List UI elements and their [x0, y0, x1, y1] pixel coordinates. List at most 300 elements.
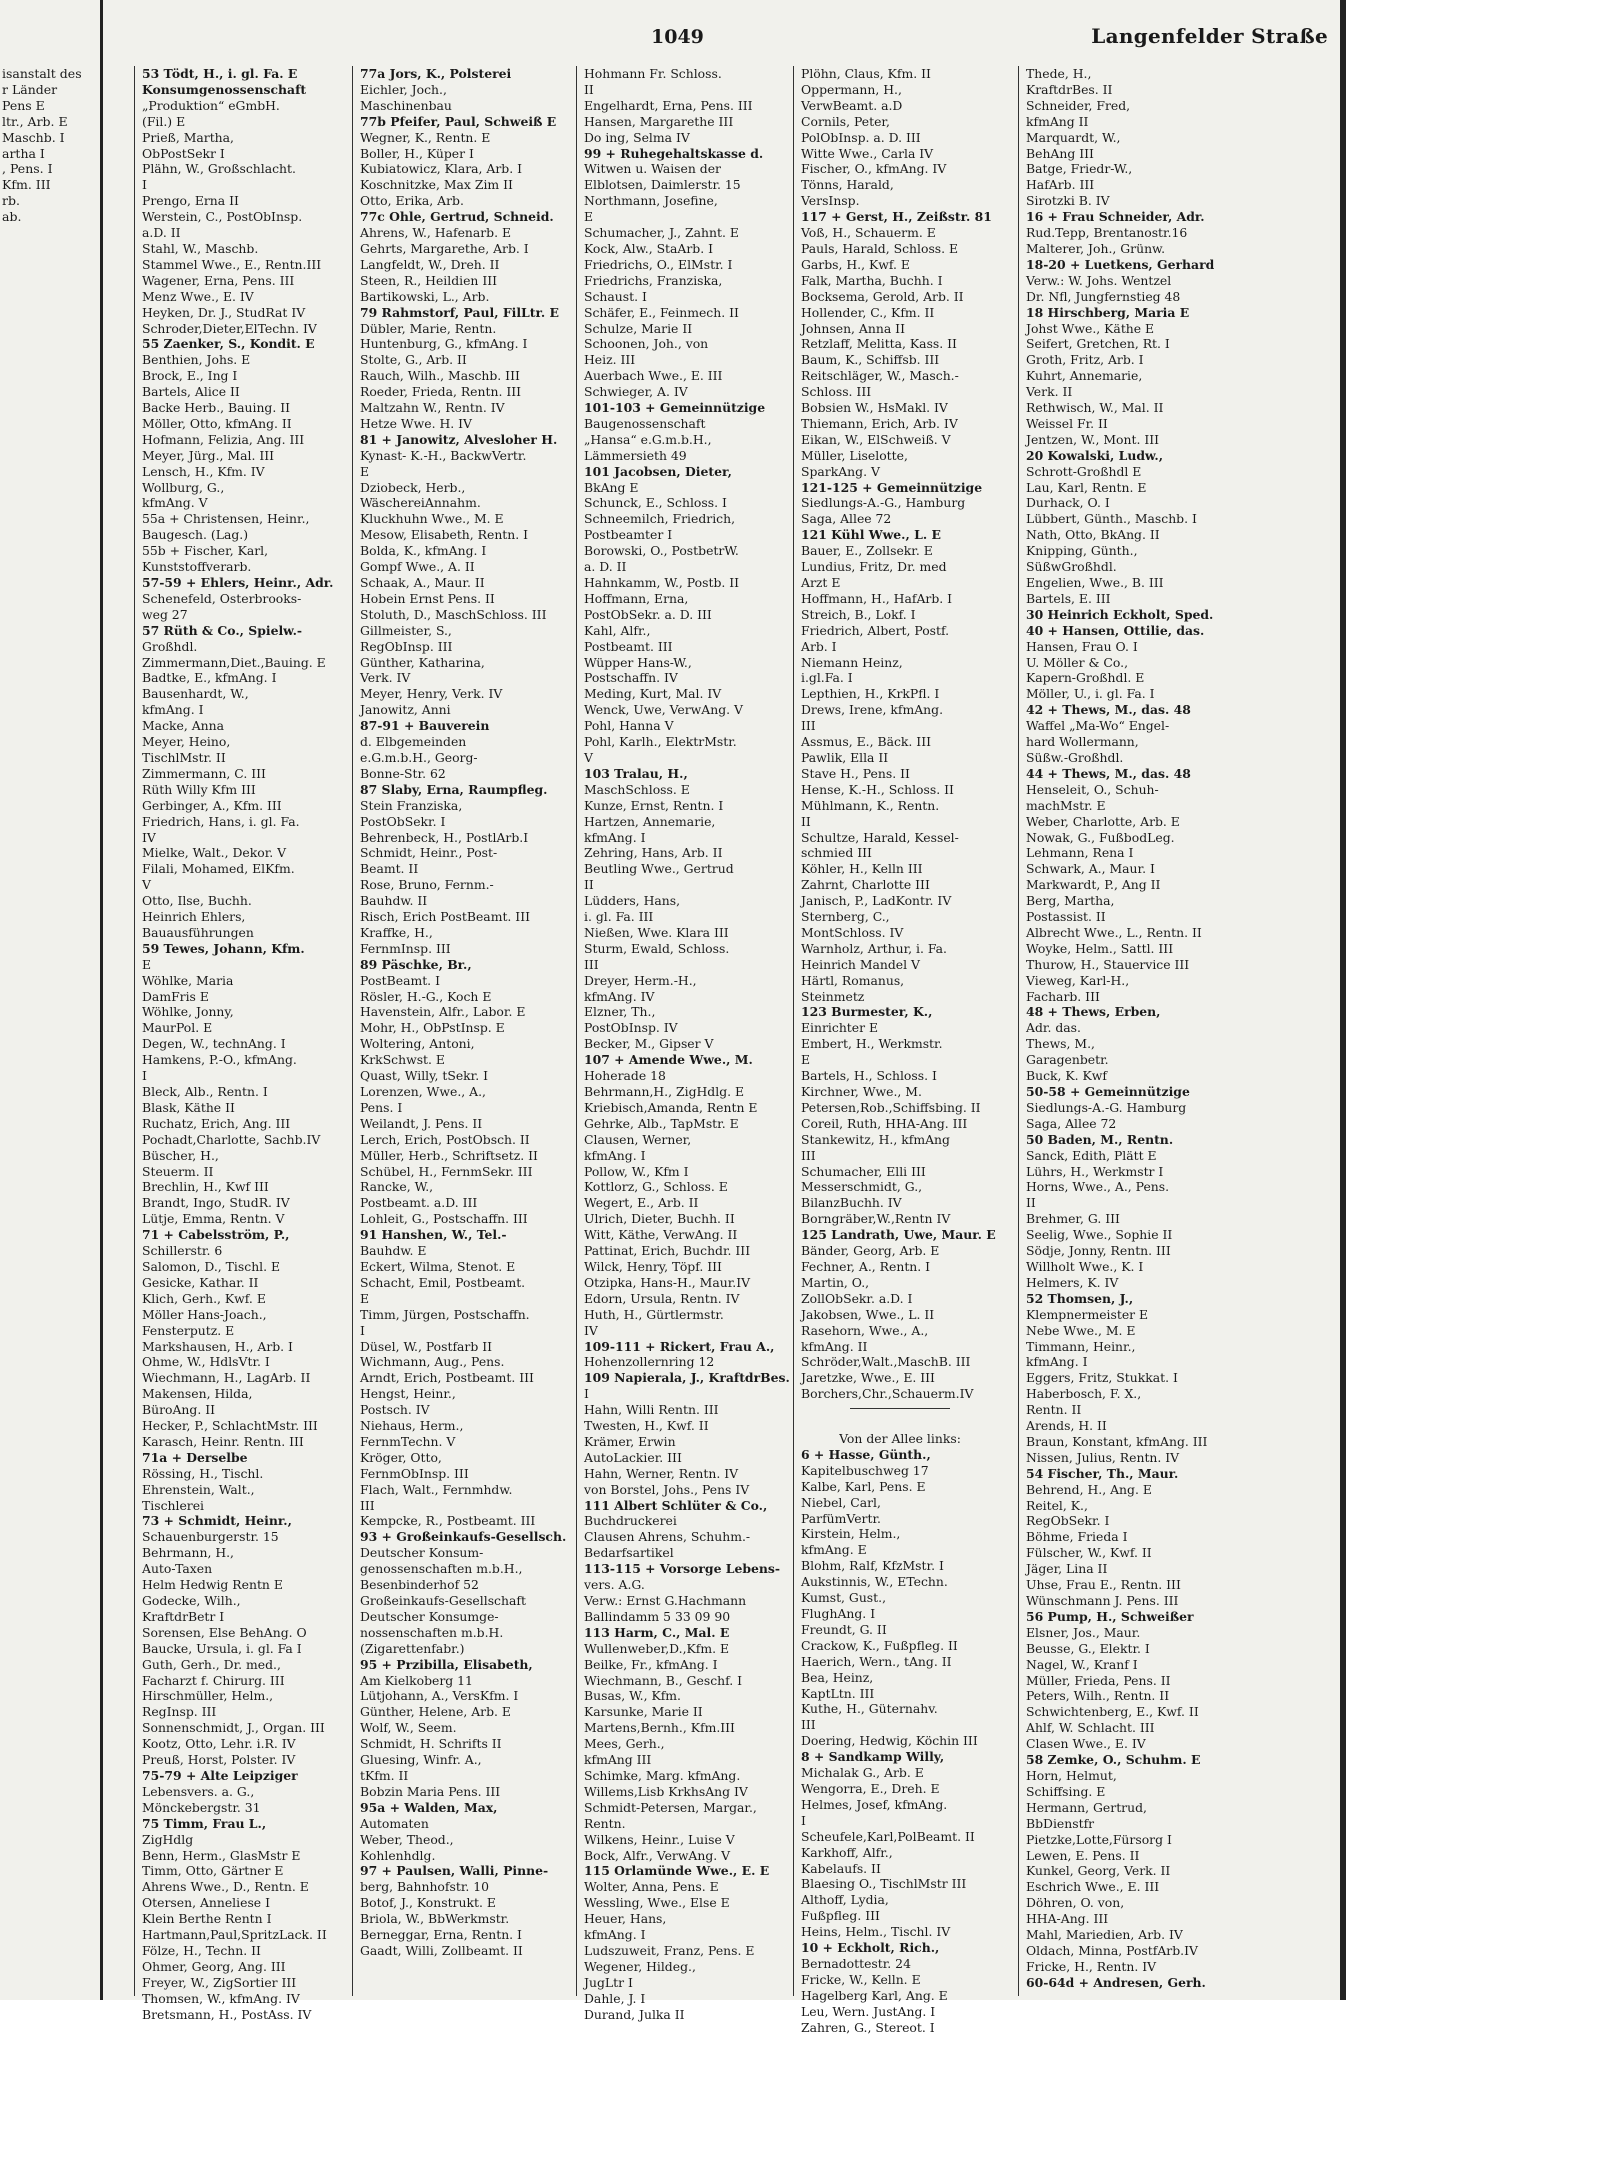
resident-entry: III: [801, 1147, 816, 1163]
resident-entry: Hengst, Heinr.,: [360, 1386, 456, 1402]
resident-entry: Waffel „Ma-Wo“ Engel-: [1026, 718, 1170, 734]
resident-entry: E: [360, 1290, 370, 1306]
resident-entry: Schwieger, A. IV: [584, 384, 688, 400]
resident-entry: Warnholz, Arthur, i. Fa.: [801, 940, 947, 956]
resident-entry: FernmInsp. III: [360, 940, 451, 956]
address-entry-heading: 20 Kowalski, Ludw.,: [1026, 447, 1164, 463]
address-entry-heading: 8 + Sandkamp Willy,: [801, 1749, 945, 1765]
address-entry-heading: 79 Rahmstorf, Paul, FilLtr. E: [360, 304, 559, 320]
resident-entry: schmied III: [801, 845, 872, 861]
resident-entry: Wegener, Hildeg.,: [584, 1958, 696, 1974]
resident-entry: Möller, U., i. gl. Fa. I: [1026, 686, 1155, 702]
resident-entry: Boller, H., Küper I: [360, 145, 474, 161]
resident-entry: Wegner, K., Rentn. E: [360, 129, 491, 145]
resident-entry: Gesicke, Kathar. II: [142, 1274, 259, 1290]
resident-entry: Kabelaufs. II: [801, 1860, 881, 1876]
resident-entry: Bartels, E. III: [1026, 590, 1111, 606]
resident-entry: Schneider, Fred,: [1026, 97, 1131, 113]
address-entry-heading: 57 Rüth & Co., Spielw.-: [142, 622, 303, 638]
resident-entry: Schunck, E., Schloss. I: [584, 495, 727, 511]
resident-entry: Schröder,Walt.,MaschB. III: [801, 1354, 971, 1370]
resident-entry: Streich, B., Lokf. I: [801, 606, 916, 622]
address-entry-heading: 103 Tralau, H.,: [584, 765, 688, 781]
resident-entry: Clausen, Werner,: [584, 1131, 692, 1147]
resident-entry: a. D. II: [584, 559, 627, 575]
address-entry-heading: 60-64d + Andresen, Gerh.: [1026, 1974, 1206, 1990]
resident-entry: Postassist. II: [1026, 909, 1106, 925]
resident-entry: Jäger, Lina II: [1026, 1561, 1108, 1577]
resident-entry: Hoherade 18: [584, 1068, 666, 1084]
resident-entry: E: [801, 1052, 811, 1068]
resident-entry: Schübel, H., FernmSekr. III: [360, 1163, 533, 1179]
previous-page-line: Kfm. III: [2, 177, 51, 193]
resident-entry: Bedarfsartikel: [584, 1545, 674, 1561]
resident-entry: Lundius, Fritz, Dr. med: [801, 559, 947, 575]
resident-entry: Witt, Käthe, VerwAng. II: [584, 1227, 738, 1243]
resident-entry: Wiechmann, H., LagArb. II: [142, 1370, 311, 1386]
resident-entry: Möller, Otto, kfmAng. II: [142, 415, 292, 431]
resident-entry: I: [142, 177, 147, 193]
resident-entry: Thomsen, W., kfmAng. IV: [142, 1990, 300, 2006]
address-entry-heading: 50 Baden, M., Rentn.: [1026, 1131, 1174, 1147]
resident-entry: Lührs, H., Werkmstr I: [1026, 1163, 1164, 1179]
resident-entry: Thede, H.,: [1026, 66, 1092, 81]
resident-entry: Verw.: Ernst G.Hachmann: [584, 1593, 747, 1608]
resident-entry: Sorensen, Else BehAng. O: [142, 1624, 307, 1640]
resident-entry: Steinmetz: [801, 988, 865, 1004]
resident-entry: kfmAng. IV: [584, 988, 655, 1004]
resident-entry: Dziobeck, Herb.,: [360, 479, 466, 495]
resident-entry: Lensch, H., Kfm. IV: [142, 463, 265, 479]
resident-entry: Oldach, Minna, PostfArb.IV: [1026, 1942, 1198, 1958]
previous-page-lines: [2, 66, 96, 225]
resident-entry: Eichler, Joch.,: [360, 81, 447, 97]
resident-entry: Ruchatz, Erich, Ang. III: [142, 1115, 291, 1131]
resident-entry: Aukstinnis, W., ETechn.: [801, 1574, 948, 1590]
resident-entry: Klich, Gerh., Kwf. E: [142, 1290, 266, 1306]
resident-entry: Hecker, P., SchlachtMstr. III: [142, 1418, 318, 1434]
resident-entry: Verk. II: [1026, 384, 1073, 400]
resident-entry: kfmAng. I: [1026, 1354, 1088, 1370]
resident-entry: Schneemilch, Friedrich,: [584, 511, 736, 527]
resident-entry: Haberbosch, F. X.,: [1026, 1386, 1142, 1402]
resident-entry: Witwen u. Waisen der: [584, 161, 721, 177]
resident-entry: Jentzen, W., Mont. III: [1026, 431, 1160, 447]
resident-entry: IV: [142, 829, 156, 845]
resident-entry: genossenschaften m.b.H.,: [360, 1561, 523, 1577]
resident-entry: III: [584, 956, 599, 972]
resident-entry: Wessling, Wwe., Else E: [584, 1895, 730, 1911]
address-entry-heading: 52 Thomsen, J.,: [1026, 1290, 1134, 1306]
resident-entry: Kohlenhdlg.: [360, 1847, 436, 1863]
resident-entry: Günther, Katharina,: [360, 654, 485, 670]
resident-entry: Retzlaff, Melitta, Kass. II: [801, 336, 957, 352]
resident-entry: Hartzen, Annemarie,: [584, 813, 716, 829]
resident-entry: II: [801, 813, 811, 829]
resident-entry: Fölze, H., Techn. II: [142, 1942, 261, 1958]
resident-entry: Meyer, Jürg., Mal. III: [142, 447, 275, 463]
resident-entry: kfmAng II: [1026, 113, 1089, 129]
resident-entry: Mahl, Mariedien, Arb. IV: [1026, 1927, 1183, 1943]
resident-entry: Deutscher Konsumge-: [360, 1608, 499, 1624]
resident-entry: Schumacher, J., Zahnt. E: [584, 225, 739, 241]
resident-entry: Freyer, W., ZigSortier III: [142, 1974, 297, 1990]
resident-entry: Schimke, Marg. kfmAng.: [584, 1767, 741, 1783]
resident-entry: Kapitelbuschweg 17: [801, 1462, 929, 1478]
address-entry-heading: 121 Kühl Wwe., L. E: [801, 527, 941, 543]
directory-column-1: [134, 66, 340, 2022]
resident-entry: Weber, Theod.,: [360, 1831, 454, 1847]
resident-entry: V: [584, 749, 593, 765]
resident-entry: Willems,Lisb KrkhsAng IV: [584, 1783, 748, 1799]
resident-entry: Kock, Alw., StaArb. I: [584, 240, 713, 256]
address-entry-heading: 95 + Przibilla, Elisabeth,: [360, 1656, 533, 1672]
resident-entry: Thiemann, Erich, Arb. IV: [801, 415, 958, 431]
resident-entry: KraftdrBes. II: [1026, 81, 1113, 97]
resident-entry: d. Elbgemeinden: [360, 734, 467, 750]
address-entry-heading: 71 + Cabelsström, P.,: [142, 1227, 290, 1243]
resident-entry: Rösler, H.-G., Koch E: [360, 988, 492, 1004]
resident-entry: Hansen, Margarethe III: [584, 113, 734, 129]
resident-entry: Borngräber,W.,Rentn IV: [801, 1211, 951, 1227]
resident-entry: Fülscher, W., Kwf. II: [1026, 1545, 1152, 1561]
resident-entry: Bauhdw. II: [360, 893, 428, 909]
resident-entry: Gompf Wwe., A. II: [360, 559, 475, 575]
resident-entry: Pollow, W., Kfm I: [584, 1163, 689, 1179]
resident-entry: Hohmann Fr. Schloss.: [584, 66, 722, 81]
previous-page-line: r Länder: [2, 81, 58, 97]
resident-entry: Verk. IV: [360, 670, 411, 686]
resident-entry: Groth, Fritz, Arb. I: [1026, 352, 1144, 368]
resident-entry: Reitschläger, W., Masch.-: [801, 368, 959, 384]
resident-entry: Schrott-Großhdl E: [1026, 463, 1142, 479]
address-entry-heading: 77a Jors, K., Polsterei: [360, 66, 512, 81]
resident-entry: Eikan, W., ElSchweiß. V: [801, 431, 951, 447]
resident-entry: Ulrich, Dieter, Buchh. II: [584, 1211, 735, 1227]
resident-entry: Bleck, Alb., Rentn. I: [142, 1084, 268, 1099]
address-entry-heading: 55 Zaenker, S., Kondit. E: [142, 336, 315, 352]
resident-entry: Horn, Helmut,: [1026, 1767, 1117, 1783]
resident-entry: Müller, Liselotte,: [801, 447, 908, 463]
resident-entry: Müller, Frieda, Pens. II: [1026, 1672, 1171, 1688]
resident-entry: kfmAng. II: [801, 1338, 868, 1354]
resident-entry: Bocksema, Gerold, Arb. II: [801, 288, 964, 304]
resident-entry: Hollender, C., Kfm. II: [801, 304, 935, 320]
resident-entry: Postschaffn. IV: [584, 670, 678, 686]
resident-entry: Döhren, O. von,: [1026, 1895, 1125, 1911]
resident-entry: Elblotsen, Daimlerstr. 15: [584, 177, 741, 193]
resident-entry: Heiz. III: [584, 352, 636, 368]
resident-entry: Kirstein, Helm.,: [801, 1526, 901, 1542]
address-entry-heading: 109-111 + Rickert, Frau A.,: [584, 1338, 775, 1354]
resident-entry: Lau, Karl, Rentn. E: [1026, 479, 1147, 495]
address-entry-heading: 53 Tödt, H., i. gl. Fa. E: [142, 66, 298, 81]
address-entry-heading: 71a + Derselbe: [142, 1449, 248, 1465]
resident-entry: Wüpper Hans-W.,: [584, 654, 692, 670]
resident-entry: SparkAng. V: [801, 463, 880, 479]
resident-entry: Malterer, Joh., Grünw.: [1026, 240, 1166, 256]
resident-entry: Niemann Heinz,: [801, 654, 903, 670]
resident-entry: Engelien, Wwe., B. III: [1026, 575, 1164, 590]
resident-entry: Clasen Wwe., E. IV: [1026, 1736, 1146, 1752]
resident-entry: Voß, H., Schauerm. E: [801, 225, 936, 241]
address-entry-heading: 97 + Paulsen, Walli, Pinne-: [360, 1863, 549, 1879]
resident-entry: Braun, Konstant, kfmAng. III: [1026, 1433, 1208, 1449]
resident-entry: Rössing, H., Tischl.: [142, 1465, 264, 1481]
resident-entry: Bobsien W., HsMakl. IV: [801, 400, 948, 416]
resident-entry: Wolf, W., Seem.: [360, 1720, 457, 1736]
resident-entry: Postbeamt. III: [584, 638, 673, 654]
resident-entry: Rasehorn, Wwe., A.,: [801, 1322, 929, 1338]
resident-entry: Arndt, Erich, Postbeamt. III: [360, 1370, 534, 1386]
resident-entry: i. gl. Fa. III: [584, 909, 654, 925]
resident-entry: Lübbert, Günth., Maschb. I: [1026, 511, 1197, 527]
resident-entry: Woyke, Helm., Sattl. III: [1026, 940, 1174, 956]
resident-entry: Marquardt, W.,: [1026, 129, 1121, 145]
address-entry-heading: 123 Burmester, K.,: [801, 1004, 933, 1020]
resident-entry: kfmAng. I: [142, 702, 204, 718]
resident-entry: Petersen,Rob.,Schiffsbing. II: [801, 1099, 981, 1115]
address-entry-heading: 117 + Gerst, H., Zeißstr. 81: [801, 209, 992, 225]
resident-entry: Saga, Allee 72: [1026, 1115, 1117, 1131]
resident-entry: Jaretzke, Wwe., E. III: [801, 1370, 935, 1386]
resident-entry: Dr. Nfl, Jungfernstieg 48: [1026, 288, 1181, 304]
resident-entry: FlughAng. I: [801, 1606, 876, 1621]
resident-entry: Schmidt, H. Schrifts II: [360, 1736, 502, 1752]
resident-entry: Kootz, Otto, Lehr. i.R. IV: [142, 1736, 296, 1752]
resident-entry: Roeder, Frieda, Rentn. III: [360, 384, 521, 400]
address-entry-heading: 6 + Hasse, Günth.,: [801, 1446, 931, 1462]
resident-entry: Tönns, Harald,: [801, 177, 894, 193]
resident-entry: Weissel Fr. II: [1026, 415, 1108, 431]
address-entry-heading: 75-79 + Alte Leipziger: [142, 1767, 298, 1783]
resident-entry: Borowski, O., PostbetrW.: [584, 543, 739, 559]
previous-page-line: , Pens. I: [2, 161, 53, 177]
resident-entry: Schroder,Dieter,ElTechn. IV: [142, 320, 317, 336]
resident-entry: Beutling Wwe., Gertrud: [584, 861, 734, 877]
resident-entry: Kraffke, H.,: [360, 924, 433, 940]
resident-entry: Besenbinderhof 52: [360, 1577, 479, 1593]
resident-entry: Dahle, J. I: [584, 1990, 646, 2006]
resident-entry: Wöhlke, Jonny,: [142, 1004, 234, 1020]
resident-entry: 55b + Fischer, Karl,: [142, 543, 269, 559]
resident-entry: RegInsp. III: [142, 1704, 217, 1720]
address-entry-heading: Konsumgenossenschaft: [142, 81, 307, 97]
resident-entry: Bonne-Str. 62: [360, 765, 446, 781]
resident-entry: Blohm, Ralf, KfzMstr. I: [801, 1558, 944, 1574]
directory-column-2: [352, 66, 567, 1996]
resident-entry: Bolda, K., kfmAng. I: [360, 543, 487, 559]
resident-entry: Stolte, G., Arb. II: [360, 352, 467, 368]
resident-entry: Gaadt, Willi, Zollbeamt. II: [360, 1942, 523, 1958]
resident-entry: Assmus, E., Bäck. III: [801, 734, 931, 750]
resident-entry: Lehmann, Rena I: [1026, 845, 1134, 861]
resident-entry: Durand, Julka II: [584, 2006, 685, 2022]
resident-entry: Buchdruckerei: [584, 1513, 677, 1529]
resident-entry: tKfm. II: [360, 1767, 409, 1783]
resident-entry: e.G.m.b.H., Georg-: [360, 749, 478, 765]
resident-entry: Menz Wwe., E. IV: [142, 288, 254, 304]
resident-entry: FernmTechn. V: [360, 1433, 456, 1449]
resident-entry: Becker, M., Gipser V: [584, 1036, 714, 1052]
resident-entry: Rose, Bruno, Fernm.-: [360, 877, 494, 893]
resident-entry: Zahren, G., Stereot. I: [801, 2019, 935, 2035]
resident-entry: Markwardt, P., Ang II: [1026, 877, 1161, 893]
resident-entry: Peters, Wilh., Rentn. II: [1026, 1688, 1170, 1704]
resident-entry: Wollburg, G.,: [142, 479, 225, 495]
page-edge-shadow: [1340, 0, 1346, 2000]
resident-entry: Baugesch. (Lag.): [142, 527, 249, 543]
resident-entry: Scheufele,Karl,PolBeamt. II: [801, 1828, 975, 1844]
address-entry-heading: 113-115 + Vorsorge Lebens-: [584, 1561, 781, 1577]
resident-entry: Borchers,Chr.,Schauerm.IV: [801, 1386, 974, 1402]
resident-entry: Lütjohann, A., VersKfm. I: [360, 1688, 519, 1704]
resident-entry: Friedrich, Hans, i. gl. Fa.: [142, 813, 300, 829]
resident-entry: Nießen, Wwe. Klara III: [584, 924, 729, 940]
resident-entry: nossenschaften m.b.H.: [360, 1624, 504, 1640]
resident-entry: Kirchner, Wwe., M.: [801, 1084, 922, 1099]
resident-entry: Preuß, Horst, Polster. IV: [142, 1752, 296, 1768]
resident-entry: Nath, Otto, BkAng. II: [1026, 527, 1160, 543]
resident-entry: Schillerstr. 6: [142, 1243, 223, 1259]
resident-entry: Koschnitzke, Max Zim II: [360, 177, 513, 193]
resident-entry: Rentn. II: [1026, 1402, 1082, 1418]
resident-entry: Fischer, O., kfmAng. IV: [801, 161, 947, 177]
address-entry-heading: 58 Zemke, O., Schuhm. E: [1026, 1752, 1201, 1768]
resident-entry: Flach, Walt., Fernmhdw.: [360, 1481, 513, 1497]
resident-entry: Maltzahn W., Rentn. IV: [360, 400, 505, 416]
resident-entry: ZigHdlg: [142, 1831, 194, 1847]
resident-entry: RegObSekr. I: [1026, 1513, 1110, 1529]
resident-entry: I: [584, 1386, 589, 1402]
resident-entry: Doering, Hedwig, Köchin III: [801, 1733, 978, 1749]
resident-entry: Garbs, H., Kwf. E: [801, 256, 910, 272]
resident-entry: Mohr, H., ObPstInsp. E: [360, 1020, 505, 1036]
resident-entry: Schenefeld, Osterbrooks-: [142, 590, 302, 606]
resident-entry: kfmAng. V: [142, 495, 208, 511]
resident-entry: Heuer, Hans,: [584, 1911, 667, 1927]
resident-entry: MontSchloss. IV: [801, 924, 904, 940]
resident-entry: Hobein Ernst Pens. II: [360, 590, 495, 606]
resident-entry: Pochadt,Charlotte, Sachb.IV: [142, 1131, 321, 1147]
resident-entry: Wünschmann J. Pens. III: [1026, 1593, 1179, 1608]
resident-entry: Stoluth, D., MaschSchloss. III: [360, 606, 547, 622]
resident-entry: TischlMstr. II: [142, 749, 226, 765]
resident-entry: Prengo, Erna II: [142, 193, 239, 209]
resident-entry: Auto-Taxen: [142, 1561, 213, 1577]
resident-entry: ParfümVertr.: [801, 1510, 881, 1526]
resident-entry: Hetze Wwe. H. IV: [360, 415, 472, 431]
resident-entry: Brandt, Ingo, StudR. IV: [142, 1195, 290, 1211]
resident-entry: Uhse, Frau E., Rentn. III: [1026, 1577, 1181, 1593]
resident-entry: Baum, K., Schiffsb. III: [801, 352, 940, 368]
resident-entry: Brechlin, H., Kwf III: [142, 1179, 269, 1195]
resident-entry: Crackow, K., Fußpfleg. II: [801, 1637, 958, 1653]
resident-entry: Schloss. III: [801, 384, 872, 400]
address-entry-heading: 111 Albert Schlüter & Co.,: [584, 1497, 768, 1513]
address-entry-heading: 54 Fischer, Th., Maur.: [1026, 1465, 1179, 1481]
resident-entry: kfmAng. I: [584, 1147, 646, 1163]
resident-entry: Janowitz, Anni: [360, 702, 451, 718]
resident-entry: Batge, Friedr-W.,: [1026, 161, 1133, 177]
resident-entry: Süßw.-Großhdl.: [1026, 749, 1124, 765]
resident-entry: machMstr. E: [1026, 797, 1106, 813]
resident-entry: Eschrich Wwe., E. III: [1026, 1879, 1160, 1895]
address-entry-heading: 42 + Thews, M., das. 48: [1026, 702, 1191, 718]
address-entry-heading: 40 + Hansen, Ottilie, das.: [1026, 622, 1205, 638]
resident-entry: Wagener, Erna, Pens. III: [142, 272, 295, 288]
resident-entry: Martin, O.,: [801, 1274, 870, 1290]
resident-entry: Macke, Anna: [142, 718, 225, 734]
resident-entry: KaptLtn. III: [801, 1685, 875, 1701]
resident-entry: Kapern-Großhdl. E: [1026, 670, 1145, 686]
resident-entry: Wullenweber,D.,Kfm. E: [584, 1640, 730, 1656]
resident-entry: Rüth Willy Kfm III: [142, 781, 256, 797]
resident-entry: Behrmann, H.,: [142, 1545, 234, 1561]
resident-entry: Lewen, E. Pens. II: [1026, 1847, 1140, 1863]
resident-entry: Sternberg, C.,: [801, 909, 890, 925]
resident-entry: Althoff, Lydia,: [801, 1892, 889, 1908]
resident-entry: BbDienstfr: [1026, 1815, 1095, 1831]
resident-entry: BilanzBuchh. IV: [801, 1195, 902, 1211]
resident-entry: Pohl, Karlh., ElektrMstr.: [584, 734, 737, 750]
resident-entry: VersInsp.: [801, 193, 860, 209]
resident-entry: Prieß, Martha,: [142, 129, 234, 145]
resident-entry: Hartmann,Paul,SpritzLack. II: [142, 1927, 327, 1943]
resident-entry: HHA-Ang. III: [1026, 1911, 1109, 1927]
resident-entry: Fechner, A., Rentn. I: [801, 1258, 931, 1274]
resident-entry: Adr. das.: [1026, 1020, 1081, 1036]
address-entry-heading: 113 Harm, C., Mal. E: [584, 1624, 730, 1640]
resident-entry: Backe Herb., Bauing. II: [142, 400, 291, 416]
resident-entry: Hagelberg Karl, Ang. E: [801, 1987, 948, 2003]
resident-entry: Horns, Wwe., A., Pens.: [1026, 1179, 1170, 1195]
resident-entry: Kröger, Otto,: [360, 1449, 442, 1465]
resident-entry: U. Möller & Co.,: [1026, 654, 1129, 670]
address-entry-heading: 75 Timm, Frau L.,: [142, 1815, 267, 1831]
resident-entry: Bauhdw. E: [360, 1243, 427, 1259]
resident-entry: II: [584, 81, 594, 97]
resident-entry: Otersen, Anneliese I: [142, 1895, 270, 1911]
resident-entry: Edorn, Ursula, Rentn. IV: [584, 1290, 740, 1306]
resident-entry: Schaust. I: [584, 288, 647, 304]
address-entry-heading: 56 Pump, H., Schweißer: [1026, 1608, 1194, 1624]
resident-entry: Hermann, Gertrud,: [1026, 1799, 1147, 1815]
resident-entry: Bretsmann, H., PostAss. IV: [142, 2006, 312, 2022]
resident-entry: Cornils, Peter,: [801, 113, 890, 129]
resident-entry: PostObInsp. IV: [584, 1020, 678, 1036]
resident-entry: III: [801, 1717, 816, 1733]
resident-entry: Sirotzki B. IV: [1026, 193, 1110, 209]
directory-column-5: [1018, 66, 1236, 1996]
resident-entry: Ohme, W., HdlsVtr. I: [142, 1354, 270, 1370]
resident-entry: Nebe Wwe., M. E: [1026, 1322, 1136, 1338]
resident-entry: Haerich, Wern., tAng. II: [801, 1653, 952, 1669]
resident-entry: SüßwGroßhdl.: [1026, 559, 1117, 575]
resident-entry: Pawlik, Ella II: [801, 749, 889, 765]
resident-entry: Lerch, Erich, PostObsch. II: [360, 1131, 530, 1147]
resident-entry: Kottlorz, G., Schloss. E: [584, 1179, 728, 1195]
resident-entry: Deutscher Konsum-: [360, 1545, 484, 1561]
resident-entry: Düsel, W., Postfarb II: [360, 1338, 493, 1354]
address-entry-heading: 44 + Thews, M., das. 48: [1026, 765, 1191, 781]
resident-entry: Ehrenstein, Walt.,: [142, 1481, 255, 1497]
resident-entry: Bea, Heinz,: [801, 1669, 874, 1685]
resident-entry: Knipping, Günth.,: [1026, 543, 1138, 559]
resident-entry: Heyken, Dr. J., StudRat IV: [142, 304, 306, 320]
resident-entry: Northmann, Josefine,: [584, 193, 718, 209]
resident-entry: Stammel Wwe., E., Rentn.III: [142, 256, 322, 272]
